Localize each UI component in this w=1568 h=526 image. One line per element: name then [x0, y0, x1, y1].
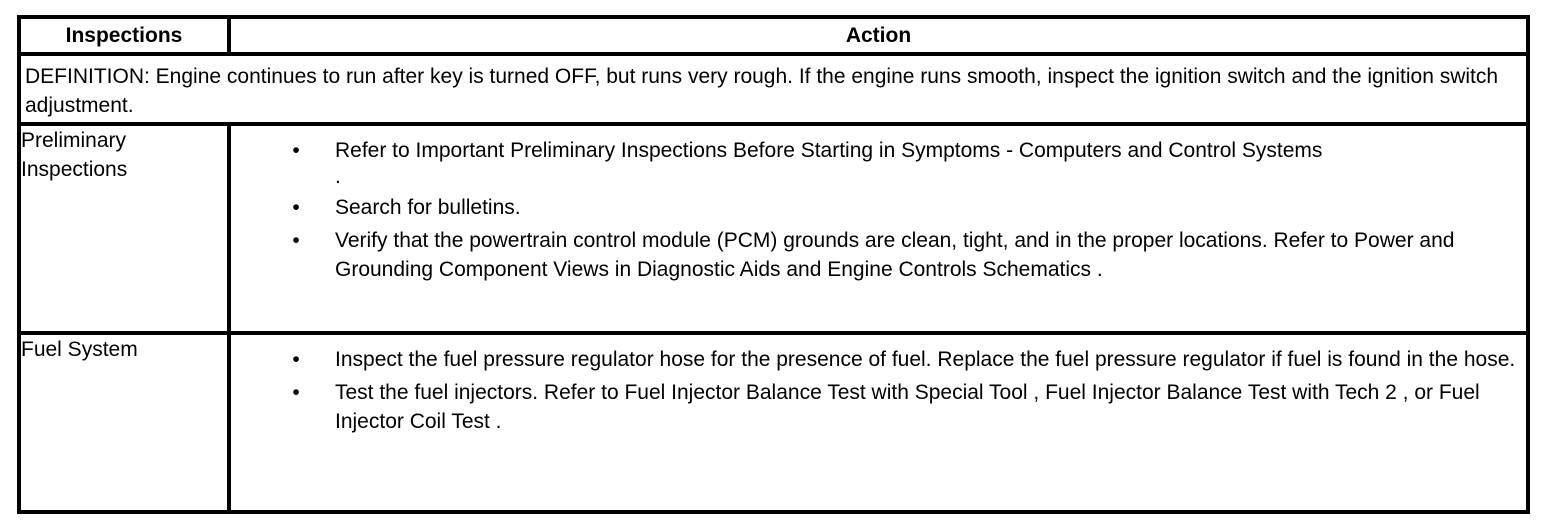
- action-cell: [229, 124, 1528, 333]
- definition-text: DEFINITION: Engine continues to run after key is turned OFF, but runs very rough. If the engine runs smooth, inspect the ignition switch and the ignition switch adjustment.: [19, 54, 1528, 124]
- diagnostic-table: [17, 15, 1530, 514]
- list-item: [231, 378, 1516, 436]
- list-item: [231, 193, 1516, 222]
- action-list: [231, 345, 1516, 436]
- action-text: Search for bulletins.: [335, 196, 521, 219]
- inspection-label: Preliminary Inspections: [19, 124, 229, 333]
- header-action: Action: [229, 17, 1528, 54]
- action-cell: [229, 333, 1528, 512]
- action-text: Refer to Important Preliminary Inspections Before Starting in Symptoms - Computers and Control Systems: [335, 139, 1323, 162]
- definition-row: [19, 54, 1528, 124]
- action-list: [231, 136, 1516, 284]
- list-item: [231, 136, 1516, 189]
- list-item: [231, 345, 1516, 374]
- inspection-label: Fuel System: [19, 333, 229, 512]
- table-header-row: [19, 17, 1528, 54]
- bullet-icon: •: [292, 229, 300, 252]
- bullet-icon: •: [292, 381, 300, 404]
- bullet-icon: •: [292, 196, 300, 219]
- bullet-icon: •: [292, 139, 300, 162]
- action-text: Verify that the powertrain control module (PCM) grounds are clean, tight, and in the proper locations. Refer to Power and Grounding Component Views in Diagnostic Aids and Engine Controls Schematics .: [335, 229, 1455, 281]
- table-row: [19, 333, 1528, 512]
- list-item: [231, 226, 1516, 284]
- bullet-icon: •: [292, 348, 300, 371]
- action-text: Inspect the fuel pressure regulator hose for the presence of fuel. Replace the fuel pressure regulator if fuel is found in the hose.: [335, 348, 1516, 371]
- action-trail: .: [335, 165, 341, 188]
- header-inspections: Inspections: [19, 17, 229, 54]
- action-text: Test the fuel injectors. Refer to Fuel Injector Balance Test with Special Tool , Fuel Injector Balance Test with Tech 2 , or Fuel Injector Coil Test .: [335, 381, 1480, 433]
- table-row: [19, 124, 1528, 333]
